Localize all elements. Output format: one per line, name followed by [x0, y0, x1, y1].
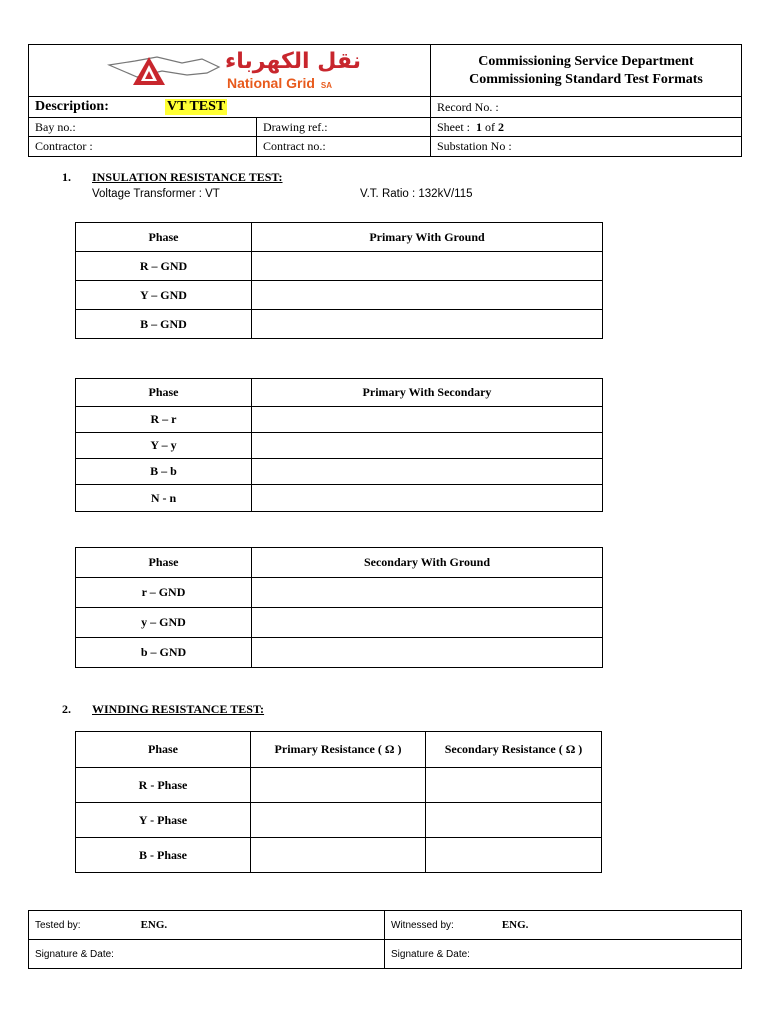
- description-cell: [29, 97, 431, 117]
- substation-no-field[interactable]: Substation No :: [437, 139, 512, 153]
- phase-header: Phase: [76, 732, 251, 768]
- signature-block: [28, 910, 742, 969]
- description-label: Description:: [35, 99, 109, 114]
- logo-cell: [29, 45, 431, 96]
- table-row: [76, 838, 602, 873]
- bay-no-field[interactable]: Bay no.:: [29, 118, 257, 136]
- secondary-ground-header: Secondary With Ground: [252, 548, 603, 578]
- primary-value-cell[interactable]: [251, 803, 426, 838]
- section-1-title: INSULATION RESISTANCE TEST:: [92, 170, 283, 184]
- phase-cell: Y – y: [76, 433, 252, 459]
- contract-no-field[interactable]: Contract no.:: [257, 137, 431, 156]
- table-row: [76, 252, 603, 281]
- phase-cell: Y - Phase: [76, 803, 251, 838]
- logo-english-text: [227, 75, 332, 91]
- secondary-ground-table: [75, 547, 603, 668]
- table-row: [76, 485, 603, 512]
- value-cell[interactable]: [252, 252, 603, 281]
- phase-header: Phase: [76, 223, 252, 252]
- phase-cell: b – GND: [76, 638, 252, 668]
- sheet-of: of: [485, 119, 495, 134]
- primary-resistance-header: Primary Resistance ( Ω ): [251, 732, 426, 768]
- phase-header: Phase: [76, 379, 252, 407]
- logo-suffix: SA: [320, 81, 333, 90]
- phase-cell: r – GND: [76, 578, 252, 608]
- phase-cell: Y – GND: [76, 281, 252, 310]
- primary-ground-table: [75, 222, 603, 339]
- bay-row: [29, 118, 741, 137]
- signature-right-field[interactable]: Signature & Date:: [391, 948, 470, 960]
- secondary-resistance-header: Secondary Resistance ( Ω ): [426, 732, 602, 768]
- secondary-value-cell[interactable]: [426, 838, 602, 873]
- section-2-number: 2.: [62, 702, 71, 716]
- sheet-number: 1: [476, 119, 482, 134]
- logo-arabic-text: نقل الكهرباء: [225, 49, 361, 74]
- format-title: Commissioning Standard Test Formats: [469, 71, 703, 87]
- phase-cell: R – GND: [76, 252, 252, 281]
- witnessed-eng: ENG.: [501, 919, 529, 931]
- value-cell[interactable]: [252, 578, 603, 608]
- vt-ratio: V.T. Ratio : 132kV/115: [360, 188, 473, 200]
- vt-label: Voltage Transformer : VT: [92, 188, 220, 200]
- header-top-row: [29, 45, 741, 97]
- table-row: [76, 768, 602, 803]
- value-cell[interactable]: [252, 638, 603, 668]
- tested-by-label: Tested by:: [35, 919, 81, 931]
- secondary-value-cell[interactable]: [426, 768, 602, 803]
- table-row: [76, 310, 603, 339]
- signature-row: [29, 939, 741, 968]
- secondary-value-cell[interactable]: [426, 803, 602, 838]
- primary-value-cell[interactable]: [251, 838, 426, 873]
- logo-name: National Grid: [227, 75, 315, 91]
- phase-cell: R – r: [76, 407, 252, 433]
- table-row: [76, 608, 603, 638]
- section-2-title: WINDING RESISTANCE TEST:: [92, 702, 265, 716]
- table-header-row: [76, 379, 603, 407]
- national-grid-logo-icon: [107, 53, 225, 89]
- document-header: [28, 44, 742, 157]
- value-cell[interactable]: [252, 281, 603, 310]
- phase-cell: B - Phase: [76, 838, 251, 873]
- table-header-row: [76, 548, 603, 578]
- primary-secondary-table: [75, 378, 603, 512]
- phase-header: Phase: [76, 548, 252, 578]
- witnessed-by-field[interactable]: [385, 911, 741, 939]
- table-row: [76, 281, 603, 310]
- winding-resistance-table: [75, 731, 602, 873]
- phase-cell: y – GND: [76, 608, 252, 638]
- value-cell[interactable]: [252, 433, 603, 459]
- phase-cell: B – GND: [76, 310, 252, 339]
- signature-left-field[interactable]: Signature & Date:: [29, 940, 385, 968]
- sheet-total: 2: [498, 119, 504, 134]
- table-row: [76, 407, 603, 433]
- primary-ground-header: Primary With Ground: [252, 223, 603, 252]
- tested-eng: ENG.: [140, 919, 168, 931]
- phase-cell: B – b: [76, 459, 252, 485]
- table-row: [76, 578, 603, 608]
- tested-by-field[interactable]: [29, 911, 385, 939]
- phase-cell: N - n: [76, 485, 252, 512]
- table-row: [76, 803, 602, 838]
- section-1-number: 1.: [62, 170, 71, 184]
- section-2-heading: [62, 702, 264, 717]
- sheet-label: Sheet :: [437, 119, 470, 134]
- sheet-field: [431, 118, 741, 136]
- description-value: VT TEST: [167, 99, 226, 114]
- department-cell: [431, 45, 741, 96]
- record-no-field[interactable]: Record No. :: [437, 99, 499, 114]
- tested-row: [29, 911, 741, 939]
- table-row: [76, 459, 603, 485]
- value-cell[interactable]: [252, 407, 603, 433]
- table-row: [76, 433, 603, 459]
- table-row: [76, 638, 603, 668]
- value-cell[interactable]: [252, 459, 603, 485]
- contractor-field[interactable]: Contractor :: [29, 137, 257, 156]
- contractor-row: [29, 137, 741, 156]
- table-header-row: [76, 732, 602, 768]
- drawing-ref-field[interactable]: Drawing ref.:: [257, 118, 431, 136]
- phase-cell: R - Phase: [76, 768, 251, 803]
- primary-value-cell[interactable]: [251, 768, 426, 803]
- table-header-row: [76, 223, 603, 252]
- value-cell[interactable]: [252, 485, 603, 512]
- primary-secondary-header: Primary With Secondary: [252, 379, 603, 407]
- section-1-heading: [62, 170, 283, 185]
- witnessed-by-label: Witnessed by:: [391, 919, 454, 931]
- description-row: [29, 97, 741, 118]
- value-cell[interactable]: [252, 310, 603, 339]
- department-title: Commissioning Service Department: [478, 53, 694, 69]
- value-cell[interactable]: [252, 608, 603, 638]
